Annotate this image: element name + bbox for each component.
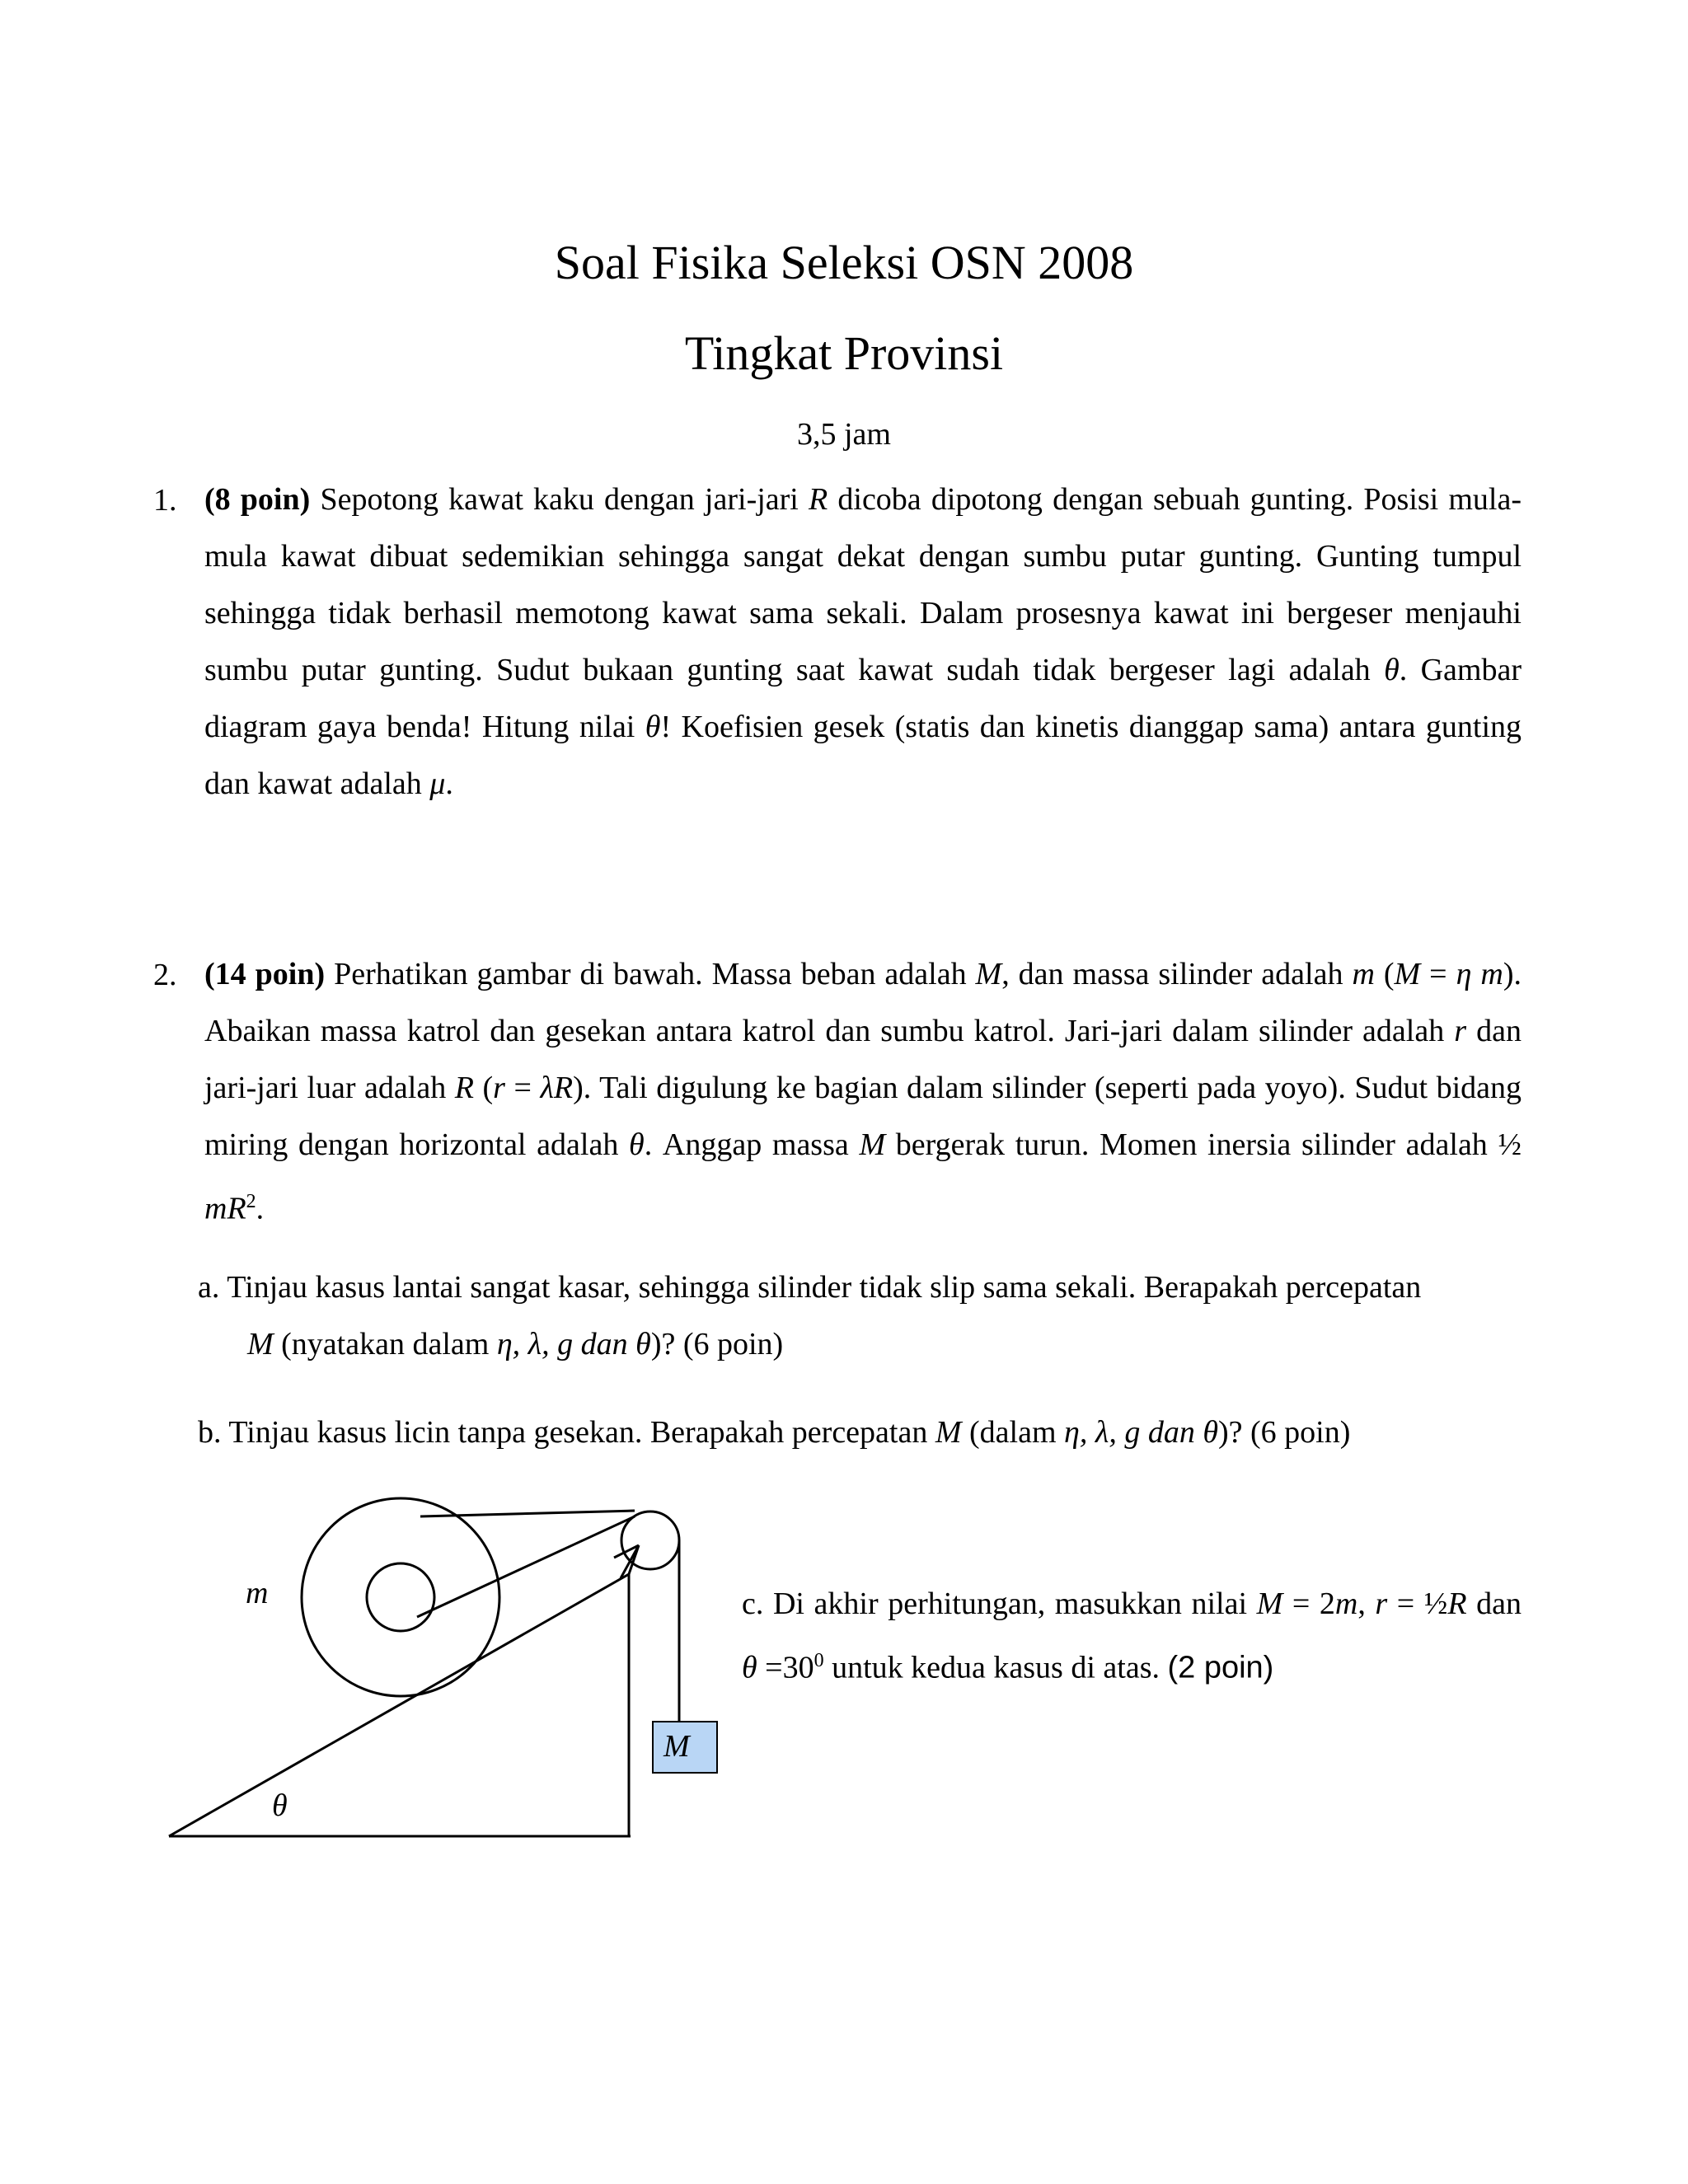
text-span: Tinjau kasus licin tanpa gesekan. Berapakah percepatan <box>221 1415 935 1450</box>
exam-duration: 3,5 jam <box>797 417 891 452</box>
text-span: untuk kedua kasus di atas. <box>823 1650 1168 1685</box>
text-span: )? (6 poin) <box>650 1327 784 1361</box>
text-span: dan jari-jari luar adalah <box>204 1014 1522 1105</box>
text-span: r <box>493 1071 505 1105</box>
text-span: ! Koefisien gesek (statis dan kinetis dianggap sama) antara gunting dan kawat adalah <box>204 710 1522 801</box>
text-span: bergerak turun. Momen inersia silinder adalah ½ <box>885 1127 1522 1162</box>
text-span: Sepotong kawat kaku dengan jari-jari <box>310 482 809 517</box>
text-span: η, λ, g dan θ <box>496 1327 651 1361</box>
text-span: (2 poin) <box>1167 1650 1274 1685</box>
question-number: 2. <box>153 958 177 992</box>
text-span: R <box>1447 1586 1467 1621</box>
text-span: (dalam <box>961 1415 1065 1450</box>
text-span: θ <box>742 1650 757 1685</box>
text-span: μ <box>429 766 446 801</box>
text-span: λR <box>540 1071 574 1105</box>
text-span: θ <box>1384 653 1400 687</box>
text-span: θ <box>629 1127 645 1162</box>
text-span: ( <box>473 1071 494 1105</box>
text-span: m <box>1352 957 1375 991</box>
text-span: dan <box>1466 1586 1522 1621</box>
text-span: =30 <box>757 1650 814 1685</box>
label-angle: θ <box>272 1788 288 1823</box>
question-points: (8 poin) <box>204 482 311 517</box>
text-span: M <box>1256 1586 1283 1621</box>
text-span: m <box>1334 1586 1358 1621</box>
text-span: ( <box>1374 957 1395 991</box>
text-span: m <box>1480 957 1503 991</box>
text-span: (nyatakan dalam <box>273 1327 497 1361</box>
text-span: . <box>256 1191 265 1226</box>
sub-question-label: b. <box>198 1415 222 1450</box>
text-span: Di akhir perhitungan, masukkan nilai <box>763 1586 1257 1621</box>
question-number: 1. <box>153 483 177 518</box>
page-subtitle: Tingkat Provinsi <box>684 326 1004 380</box>
text-span: mR <box>204 1191 246 1226</box>
sub-question-label: c. <box>742 1586 764 1621</box>
text-span: η, λ, g dan θ <box>1064 1415 1218 1450</box>
page-title: Soal Fisika Seleksi OSN 2008 <box>554 236 1134 289</box>
text-span: R <box>454 1071 474 1105</box>
text-span: dicoba dipotong dengan sebuah gunting. Posisi mula-mula kawat dibuat sedemikian sehingga sangat dekat dengan sumbu putar gunting. Gunting tumpul sehingga tidak berhasil memotong kawat sama sekali. Dalam prosesnya kawat ini bergeser menjauhi sumbu putar gunting. Sudut bukaan gunting saat kawat sudah tidak bergeser lagi adalah <box>204 482 1522 687</box>
text-span: M <box>859 1127 886 1162</box>
text-span: M <box>935 1415 962 1450</box>
text-span: ). Tali digulung ke bagian dalam silinder (seperti pada yoyo). Sudut bidang miring dengan horizontal adalah <box>204 1071 1522 1162</box>
label-cylinder-mass: m <box>246 1576 269 1610</box>
text-span: r <box>1375 1586 1388 1621</box>
cylinder-inner <box>367 1563 434 1631</box>
text-span: . <box>445 766 453 801</box>
text-span: . Gambar diagram gaya benda! Hitung nilai <box>204 653 1522 744</box>
text-span: = ½ <box>1387 1586 1448 1621</box>
text-span: M <box>975 957 1002 991</box>
text-span: = <box>1420 957 1456 991</box>
incline-slope <box>169 1574 629 1836</box>
text-span: R <box>809 482 828 517</box>
text-span: η <box>1456 957 1472 991</box>
text-span: θ <box>645 710 661 744</box>
text-span: M <box>1394 957 1421 991</box>
text-span: Tinjau kasus lantai sangat kasar, sehingga silinder tidak slip sama sekali. Berapakah percepatan <box>219 1270 1422 1305</box>
text-span: )? (6 poin) <box>1218 1415 1351 1450</box>
text-span: = 2 <box>1282 1586 1335 1621</box>
sub-question-label: a. <box>198 1270 220 1305</box>
text-span: , dan massa silinder adalah <box>1001 957 1353 991</box>
hanging-mass-box <box>652 1721 718 1774</box>
text-span: Perhatikan gambar di bawah. Massa beban adalah <box>325 957 976 991</box>
text-span: M <box>247 1327 274 1361</box>
question-points: (14 poin) <box>204 957 326 991</box>
label-hanging-mass: M <box>663 1729 690 1764</box>
text-span: = <box>504 1071 541 1105</box>
text-span: 2 <box>246 1191 256 1212</box>
string-cylinder-to-pulley <box>417 1516 635 1617</box>
text-span: 0 <box>814 1650 824 1671</box>
cylinder-outer <box>302 1498 499 1696</box>
text-span: r <box>1454 1014 1467 1048</box>
text-span: . Anggap massa <box>644 1127 860 1162</box>
text-span: ). Abaikan massa katrol dan gesekan antara katrol dan sumbu katrol. Jari-jari dalam silinder adalah <box>204 957 1522 1048</box>
text-span: , <box>1357 1586 1376 1621</box>
